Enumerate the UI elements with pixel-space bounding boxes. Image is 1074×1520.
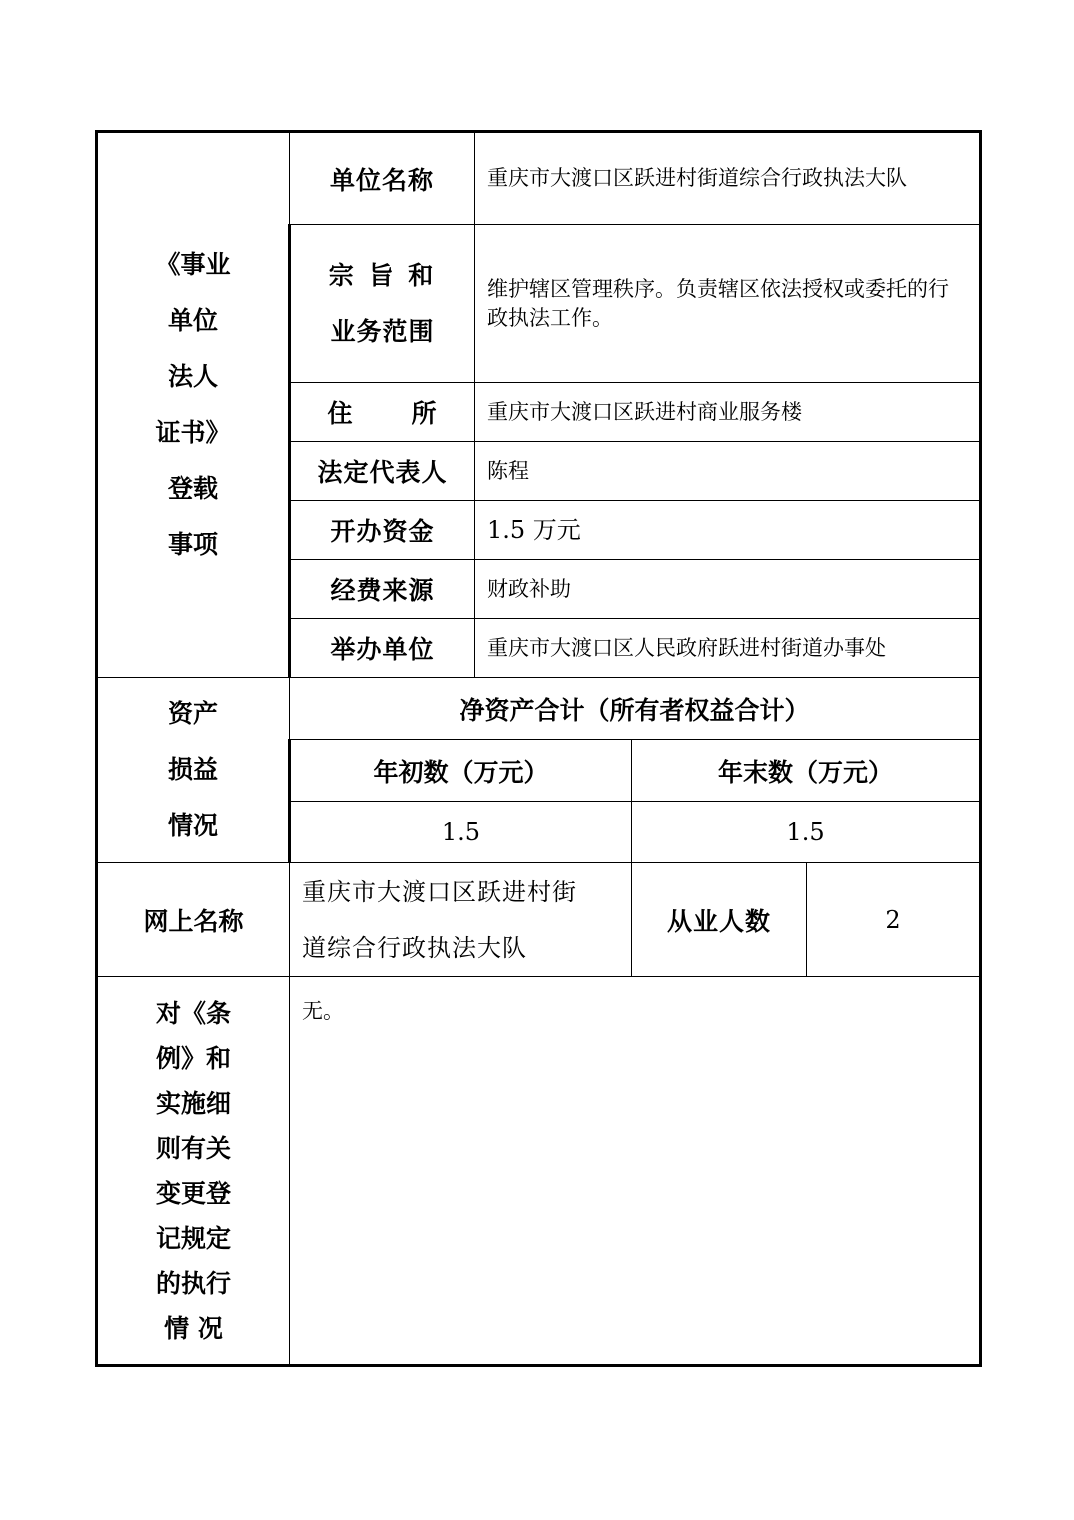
heading-line: 证书》	[155, 418, 231, 447]
capital-label: 开办资金	[290, 501, 475, 560]
form-table	[95, 130, 982, 1367]
heading-line: 的执行	[155, 1268, 231, 1298]
staff-count-label: 从业人数	[632, 863, 807, 977]
address-label-b: 所	[411, 399, 438, 428]
heading-line: 记规定	[155, 1223, 231, 1253]
unit-name-value: 重庆市大渡口区跃进村街道综合行政执法大队	[475, 132, 981, 225]
funding-source-label: 经费来源	[290, 560, 475, 619]
year-end-header: 年末数（万元）	[632, 740, 981, 802]
heading-line: 则有关	[155, 1133, 231, 1163]
registration-form	[95, 130, 979, 1366]
legal-rep-value: 陈程	[475, 442, 981, 501]
assets-heading	[97, 678, 290, 863]
address-label	[290, 383, 475, 442]
capital-value: 1.5 万元	[475, 501, 981, 560]
funding-source-value: 财政补助	[475, 560, 981, 619]
year-start-value: 1.5	[290, 802, 632, 863]
sponsor-label: 举办单位	[290, 619, 475, 678]
heading-line: 损益	[167, 755, 218, 784]
net-assets-title: 净资产合计（所有者权益合计）	[290, 678, 981, 740]
unit-name-label: 单位名称	[290, 132, 475, 225]
heading-line: 单位	[167, 306, 218, 335]
heading-line: 《事业	[155, 250, 231, 279]
heading-line: 实施细	[155, 1088, 231, 1118]
address-label-a: 住	[327, 399, 354, 428]
purpose-scope-label	[290, 225, 475, 383]
staff-count-value: 2	[807, 863, 981, 977]
heading-line: 事项	[167, 530, 218, 559]
sponsor-value: 重庆市大渡口区人民政府跃进村街道办事处	[475, 619, 981, 678]
purpose-label-line2: 业务范围	[330, 316, 435, 346]
purpose-scope-value: 维护辖区管理秩序。负责辖区依法授权或委托的行政执法工作。	[475, 225, 981, 383]
legal-rep-label: 法定代表人	[290, 442, 475, 501]
heading-line: 例》和	[155, 1043, 231, 1073]
address-value: 重庆市大渡口区跃进村商业服务楼	[475, 383, 981, 442]
heading-line: 情 况	[164, 1313, 223, 1343]
year-end-value: 1.5	[632, 802, 981, 863]
online-name-line2: 道综合行政执法大队	[302, 933, 527, 962]
registration-heading	[97, 132, 290, 678]
compliance-heading	[97, 977, 290, 1366]
compliance-value: 无。	[290, 977, 981, 1366]
year-start-header: 年初数（万元）	[290, 740, 632, 802]
heading-line: 情况	[167, 811, 218, 840]
heading-line: 法人	[167, 362, 218, 391]
heading-line: 登载	[167, 474, 218, 503]
heading-line: 变更登	[155, 1178, 231, 1208]
heading-line: 对《条	[155, 998, 231, 1028]
online-name-label: 网上名称	[97, 863, 290, 977]
online-name-value	[290, 863, 632, 977]
online-name-line1: 重庆市大渡口区跃进村街	[302, 877, 577, 906]
purpose-label-line1: 宗 旨 和	[328, 260, 437, 290]
heading-line: 资产	[167, 699, 218, 728]
